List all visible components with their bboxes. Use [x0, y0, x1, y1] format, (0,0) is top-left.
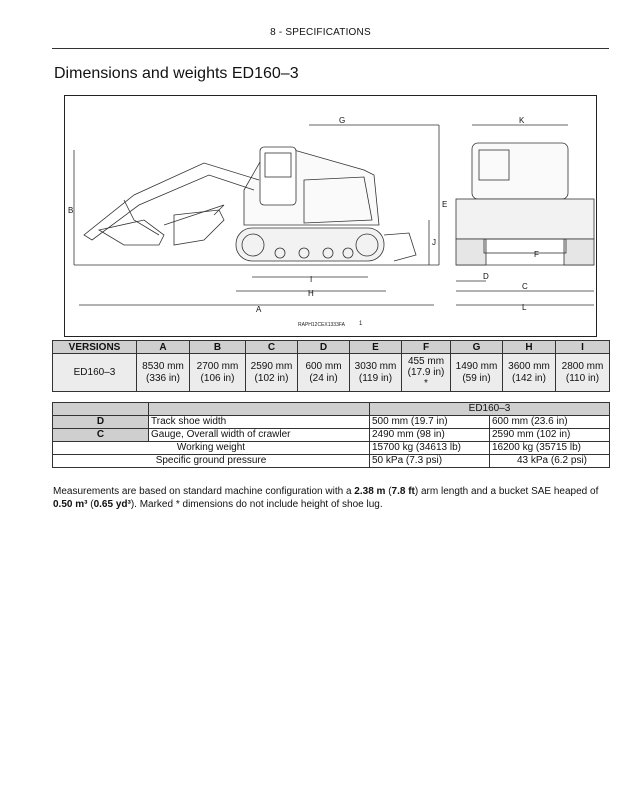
- value-in: (102 in): [254, 372, 289, 384]
- measurement-note: Measurements are based on standard machine configuration with a 2.38 m (7.8 ft) arm length and a bucket SAE heaped of 0.50 m³ (0.65 yd³). Marked * dimensions do not include height of shoe lug.: [53, 486, 599, 510]
- value-in: (336 in): [146, 372, 180, 384]
- label-G: G: [339, 116, 346, 125]
- label-H: H: [308, 289, 314, 298]
- page-header: 8 - SPECIFICATIONS: [270, 27, 371, 38]
- label-I: I: [310, 275, 313, 284]
- table-row: [53, 429, 610, 442]
- footnote-mark: *: [424, 378, 428, 389]
- header-blank: [149, 403, 370, 416]
- row-label: D: [53, 416, 149, 429]
- value-mm: 8530 mm: [142, 360, 184, 372]
- header-cell: B: [190, 341, 246, 354]
- row-description: Working weight: [53, 442, 370, 455]
- weights-header-row: [53, 403, 610, 416]
- header-cell: ED160–3: [370, 403, 610, 416]
- value-cell: 15700 kg (34613 lb): [370, 442, 490, 455]
- dimension-cell-B: [190, 354, 246, 392]
- label-C: C: [522, 282, 528, 291]
- header-cell: F: [402, 341, 451, 354]
- value-cell: 16200 kg (35715 lb): [490, 442, 610, 455]
- header-blank: [53, 403, 149, 416]
- value-cell: 600 mm (23.6 in): [490, 416, 610, 429]
- value-cell: 500 mm (19.7 in): [370, 416, 490, 429]
- header-cell: C: [246, 341, 298, 354]
- row-description: Track shoe width: [149, 416, 370, 429]
- value-in: (59 in): [462, 372, 491, 384]
- value-mm: 600 mm: [305, 360, 342, 372]
- weights-table: [52, 402, 610, 468]
- label-D: D: [483, 272, 489, 281]
- version-cell: ED160–3: [53, 354, 137, 392]
- header-cell: D: [298, 341, 350, 354]
- versions-table: [52, 340, 610, 392]
- header-cell: VERSIONS: [53, 341, 137, 354]
- excavator-dimension-drawing: [64, 95, 597, 337]
- label-F: F: [534, 250, 539, 259]
- value-mm: 2800 mm: [561, 360, 604, 372]
- value-in: (110 in): [565, 372, 600, 384]
- row-description: Gauge, Overall width of crawler: [149, 429, 370, 442]
- value-in: (106 in): [200, 372, 235, 384]
- header-cell: H: [503, 341, 556, 354]
- label-E: E: [442, 200, 448, 209]
- header-cell: A: [137, 341, 190, 354]
- value-in: (142 in): [512, 372, 546, 384]
- row-label: C: [53, 429, 149, 442]
- page-title: Dimensions and weights ED160–3: [54, 65, 299, 82]
- label-K: K: [519, 116, 525, 125]
- label-B: B: [68, 206, 74, 215]
- dimension-cell-I: [556, 354, 610, 392]
- figure-number: 1: [359, 321, 363, 327]
- header-cell: E: [350, 341, 402, 354]
- value-cell: 2490 mm (98 in): [370, 429, 490, 442]
- dimension-cell-E: [350, 354, 402, 392]
- label-L: L: [522, 303, 527, 312]
- versions-header-row: [53, 341, 610, 354]
- table-row: [53, 442, 610, 455]
- value-in: (24 in): [309, 372, 338, 384]
- value-mm: 455 mm: [407, 356, 445, 367]
- value-cell: 43 kPa (6.2 psi): [490, 455, 610, 468]
- header-cell: I: [556, 341, 610, 354]
- table-row: [53, 416, 610, 429]
- value-cell: 2590 mm (102 in): [490, 429, 610, 442]
- dimension-cell-G: [451, 354, 503, 392]
- value-mm: 3600 mm: [508, 360, 550, 372]
- table-row: [53, 354, 610, 392]
- figure-reference: RAPH12CEX1333FA: [298, 322, 345, 328]
- label-A: A: [256, 305, 262, 314]
- label-J: J: [432, 238, 436, 247]
- value-mm: 2700 mm: [196, 360, 239, 372]
- value-cell: 50 kPa (7.3 psi): [370, 455, 490, 468]
- value-in: (119 in): [358, 372, 393, 384]
- header-rule: [52, 48, 609, 49]
- dimension-cell-C: [246, 354, 298, 392]
- dimension-cell-A: [137, 354, 190, 392]
- dimension-cell-F: [402, 354, 451, 392]
- table-row: [53, 455, 610, 468]
- header-cell: G: [451, 341, 503, 354]
- dimension-cell-H: [503, 354, 556, 392]
- value-mm: 2590 mm: [250, 360, 293, 372]
- value-in: (17.9 in): [407, 367, 445, 378]
- row-description: Specific ground pressure: [53, 455, 370, 468]
- value-mm: 3030 mm: [354, 360, 397, 372]
- value-mm: 1490 mm: [455, 360, 498, 372]
- dimension-cell-D: [298, 354, 350, 392]
